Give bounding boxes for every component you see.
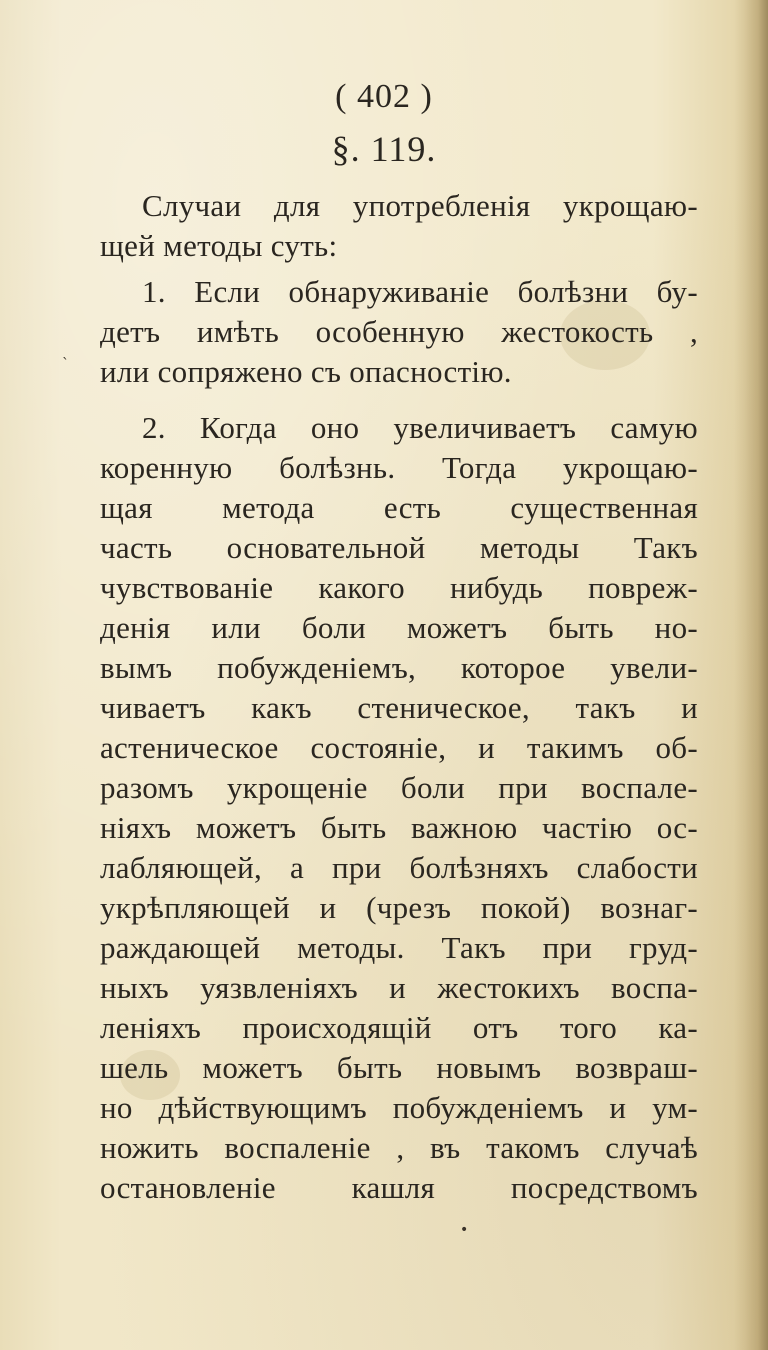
text-line: раждающей методы. Такъ при груд- [100, 930, 698, 965]
page-number: ( 402 ) [335, 78, 433, 115]
text-line: астеническое состояніе, и такимъ об- [100, 730, 698, 765]
text-line: 1. Если обнаруживаніе болѣзни бу- [142, 274, 698, 309]
text-line: ніяхъ можетъ быть важною частію ос- [100, 810, 698, 845]
text-line: лабляющей, а при болѣзняхъ слабости [100, 850, 698, 885]
text-line: ножить воспаленіе , въ такомъ случаѣ [100, 1130, 698, 1165]
text-line: ныхъ уязвленіяхъ и жестокихъ воспа- [100, 970, 698, 1005]
text-line: шель можетъ быть новымъ возвраш- [100, 1050, 698, 1085]
text-line: 2. Когда оно увеличиваетъ самую [142, 410, 698, 445]
ink-speck: • [460, 1222, 469, 1238]
text-line: разомъ укрощеніе боли при воспале- [100, 770, 698, 805]
text-line: остановленіе кашля посредствомъ [100, 1170, 698, 1205]
text-line: часть основательной методы Такъ [100, 530, 698, 565]
text-line: но дѣйствующимъ побужденіемъ и ум- [100, 1090, 698, 1125]
text-line: детъ имѣть особенную жестокость , [100, 314, 698, 349]
page-edge-shadow [734, 0, 768, 1350]
text-line: чувствованіе какого нибудь повреж- [100, 570, 698, 605]
text-line: Случаи для употребленія укрощаю- [142, 188, 698, 223]
text-line: чиваетъ какъ стеническое, такъ и [100, 690, 698, 725]
section-number: §. 119. [331, 129, 437, 169]
text-line: денія или боли можетъ быть но- [100, 610, 698, 645]
ink-speck: ˎ [62, 344, 69, 360]
text-line: вымъ побужденіемъ, которое увели- [100, 650, 698, 685]
text-line: щая метода есть существенная [100, 490, 698, 525]
text-line: или сопряжено съ опасностію. [100, 354, 512, 389]
text-line: коренную болѣзнь. Тогда укрощаю- [100, 450, 698, 485]
text-line: щей методы суть: [100, 228, 338, 263]
text-line: укрѣпляющей и (чрезъ покой) вознаг- [100, 890, 698, 925]
text-line: леніяхъ происходящій отъ того ка- [100, 1010, 698, 1045]
